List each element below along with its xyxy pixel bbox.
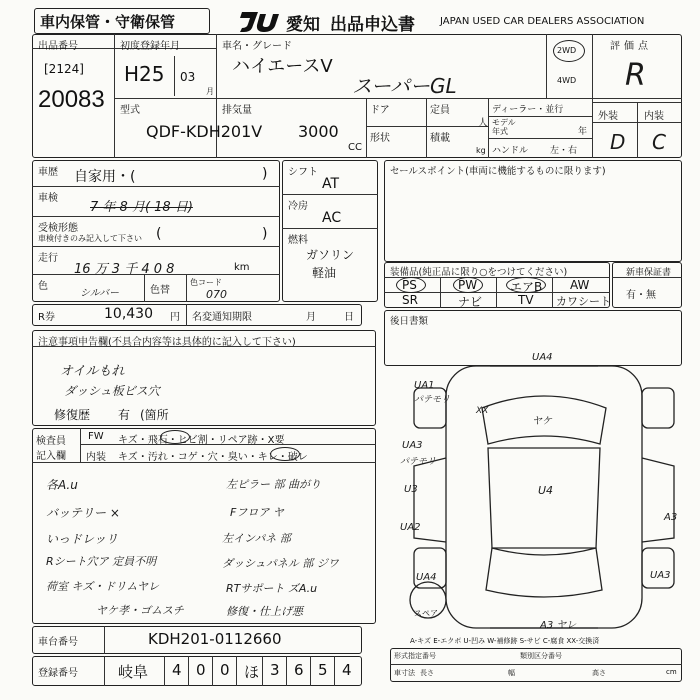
inspection-value: 7 年 8 月( 18 日) xyxy=(90,200,193,215)
mileage-unit: km xyxy=(234,262,250,273)
diagram-mark-putty2: パテモリ xyxy=(400,457,437,467)
fuel-value: ガソリン xyxy=(306,248,355,262)
acceptance-note: 車検付きのみ記入して下さい xyxy=(38,234,142,243)
inspector-note-5: 荷室 キズ・ドリムヤレ xyxy=(46,580,159,593)
plate-label: 登録番号 xyxy=(38,668,78,679)
ac-value: AC xyxy=(322,210,342,226)
org-english: JAPAN USED CAR DEALERS ASSOCIATION xyxy=(440,16,645,27)
plate-kana: ほ xyxy=(244,663,260,681)
warranty-label: 新車保証書 xyxy=(626,268,672,278)
acceptance-label: 受検形態 xyxy=(38,223,78,234)
equip-tv: TV xyxy=(518,293,534,307)
capacity-label: 定員 xyxy=(430,105,450,116)
exterior-label: 外装 xyxy=(598,111,618,122)
r-ticket-amount: 10,430 xyxy=(104,306,153,322)
equip-navi: ナビ xyxy=(458,295,483,309)
model-label: 型式 xyxy=(120,105,140,116)
inspection-label: 車検 xyxy=(38,193,58,204)
inspector-note-10: ダッシュパネル 部 ジワ xyxy=(222,557,339,570)
lot-number: 20083 xyxy=(38,86,105,113)
diagram-mark-burn: ヤケ xyxy=(532,416,552,427)
plate-region: 岐阜 xyxy=(118,663,149,681)
registration-month: 03 xyxy=(180,70,196,84)
registration-year: H25 xyxy=(124,62,165,86)
dealer-label: ディーラー・並行 xyxy=(492,105,564,115)
diagram-spare: スペア xyxy=(414,609,438,618)
notes-line1: オイルもれ xyxy=(60,364,125,379)
handle-value: 左・右 xyxy=(550,146,578,156)
equipment-label: 装備品(純正品に限り○をつけてください) xyxy=(390,267,568,278)
diagram-mark-ua3-rear: UA3 xyxy=(650,570,671,581)
mileage-label: 走行 xyxy=(38,253,58,264)
plate-class-3: 0 xyxy=(220,661,230,679)
shift-value: AT xyxy=(322,176,340,192)
load-label: 積載 xyxy=(430,133,450,144)
width-label: 幅 xyxy=(508,669,515,677)
registration-label: 初度登録年月 xyxy=(120,41,180,52)
inspector-note-7: 左ピラー 部 曲がり xyxy=(226,478,321,491)
history-label: 車歴 xyxy=(38,167,58,178)
name-change-month: 月 xyxy=(306,312,316,323)
lot-sub-number: [2124] xyxy=(44,62,84,76)
chassis-number: KDH201-0112660 xyxy=(148,630,282,648)
diagram-mark-a3: A3 xyxy=(664,512,678,523)
diagram-mark-putty1: パテモリ xyxy=(414,395,451,405)
drive-2wd: 2WD xyxy=(557,46,577,55)
car-grade: スーパーGL xyxy=(352,74,457,98)
plate-num-3: 5 xyxy=(318,661,328,679)
post-documents-label: 後日書類 xyxy=(390,316,429,327)
int-circle xyxy=(270,447,300,461)
model-year-label: モデル年式 xyxy=(492,118,516,136)
length-label: 長さ xyxy=(420,669,434,677)
plate-class-1: 4 xyxy=(172,661,182,679)
dimension-unit: cm xyxy=(666,668,677,676)
r-ticket-label: R券 xyxy=(38,312,55,323)
name-change-label: 名変通知期限 xyxy=(192,312,252,323)
notes-label: 注意事項申告欄(不具合内容等は具体的に記入して下さい) xyxy=(38,337,296,348)
fuel-label: 燃料 xyxy=(288,235,308,246)
diagram-mark-ua4-rear: UA4 xyxy=(416,572,437,583)
fuel-alt: 軽油 xyxy=(312,266,337,280)
class-number-label: 類別区分番号 xyxy=(520,652,562,660)
color-code-label: 色コード xyxy=(190,278,222,287)
equip-airbag: エアB xyxy=(510,280,543,294)
repair-label: 修復歴 xyxy=(54,408,91,422)
pw-circle xyxy=(453,277,483,293)
equip-leather: カワシート xyxy=(556,295,611,308)
inspector-note-12: 修復・仕上げ悪 xyxy=(226,605,303,618)
r-ticket-unit: 円 xyxy=(170,312,180,323)
interior-label: 内装 xyxy=(644,111,664,122)
notes-line2: ダッシュ板ビス穴 xyxy=(64,384,160,398)
diagram-mark-u4: U4 xyxy=(538,484,554,497)
size-label: 車寸法 xyxy=(394,669,415,677)
registration-month-unit: 月 xyxy=(206,87,214,96)
exterior-grade: D xyxy=(610,130,626,154)
lot-label: 出品番号 xyxy=(38,41,78,52)
plate-num-2: 6 xyxy=(294,661,304,679)
car-name: ハイエースV xyxy=(232,56,333,77)
height-label: 高さ xyxy=(592,669,606,677)
load-unit: kg xyxy=(476,146,486,155)
history-value: 自家用・( xyxy=(74,169,136,185)
repair-value: 有 xyxy=(118,408,131,422)
drive-4wd: 4WD xyxy=(557,76,577,85)
diagram-mark-ua1: UA1 xyxy=(414,380,435,391)
sales-point-label: セールスポイント(車両に機能するものに限ります) xyxy=(390,166,606,177)
fw-items: キズ・飛石・ヒビ割・リペア跡・X要 xyxy=(118,435,285,446)
acceptance-close: ) xyxy=(262,226,268,242)
plate-class-2: 0 xyxy=(196,661,206,679)
color-label: 色 xyxy=(38,281,48,292)
chassis-label: 車台番号 xyxy=(38,637,78,648)
equip-aw: AW xyxy=(570,278,590,292)
inspector-label1: 検査員 xyxy=(36,436,66,447)
equip-sr: SR xyxy=(402,293,418,307)
storage-label: 車内保管・守衛保管 xyxy=(40,13,176,31)
model-value: QDF-KDH201V xyxy=(146,122,263,141)
org-name: 愛知 xyxy=(286,15,320,35)
inspector-note-9: 左インパネ 部 xyxy=(222,532,291,545)
diagram-mark-ua3: UA3 xyxy=(402,440,423,451)
inspector-label2: 記入欄 xyxy=(36,451,66,462)
name-change-day: 日 xyxy=(344,312,354,323)
diagram-mark-xx: XX xyxy=(476,406,489,416)
diagram-legend: A-キズ E-エクボ U-凹み W-補修跡 S-サビ C-腐食 XX-交換済 xyxy=(410,637,600,645)
history-close: ) xyxy=(262,166,268,182)
warranty-value: 有・無 xyxy=(626,290,656,301)
form-title: 出品申込書 xyxy=(330,15,415,35)
car-name-label: 車名・グレード xyxy=(222,41,292,52)
acceptance-open: ( xyxy=(156,226,162,242)
displacement-unit: CC xyxy=(348,142,362,153)
shape-number-label: 形式指定番号 xyxy=(394,652,436,660)
equip-pw: PW xyxy=(458,278,478,292)
inspector-note-11: RTサポート ズA.u xyxy=(226,582,318,595)
interior-grade: C xyxy=(652,130,666,154)
inspector-note-6: ヤケ孝・ゴムスチ xyxy=(96,604,184,617)
ps-circle xyxy=(396,277,426,293)
rating-label: 評価点 xyxy=(610,41,652,52)
interior-items: キズ・汚れ・コゲ・穴・臭い・キレ・破レ xyxy=(118,452,308,463)
inspector-note-8: Fフロア ヤ xyxy=(230,506,284,519)
mileage-value: 16 万 3 千 4 0 8 xyxy=(74,262,175,277)
ju-logo xyxy=(238,8,284,34)
color-change-label: 色替 xyxy=(150,285,170,296)
repair-place: (箇所 xyxy=(140,408,169,422)
fw-label: FW xyxy=(88,431,104,442)
inspector-note-4: Rシート穴ア 定員不明 xyxy=(46,555,157,568)
airbag-circle xyxy=(506,277,546,293)
capacity-unit: 人 xyxy=(478,118,488,129)
shift-label: シフト xyxy=(288,167,318,178)
displacement-value: 3000 xyxy=(298,122,339,141)
handle-label: ハンドル xyxy=(492,146,529,156)
fw-circle xyxy=(160,430,190,444)
diagram-mark-ua2: UA2 xyxy=(400,522,421,533)
inspector-note-2: バッテリー × xyxy=(46,506,120,520)
interior-items-label: 内装 xyxy=(86,452,106,463)
diagram-mark-u3: U3 xyxy=(404,484,418,495)
door-label: ドア xyxy=(370,105,390,116)
diagram-mark-ua4-top: UA4 xyxy=(532,352,553,363)
rating-score: R xyxy=(625,58,646,93)
shape-label: 形状 xyxy=(370,133,390,144)
displacement-label: 排気量 xyxy=(222,105,252,116)
diagram-mark-a3-worn: A3 ヤレ xyxy=(540,620,577,631)
equip-ps: PS xyxy=(402,278,417,292)
color-value: シルバー xyxy=(80,288,120,299)
ac-label: 冷房 xyxy=(288,201,308,212)
plate-num-4: 4 xyxy=(342,661,352,679)
color-code: 070 xyxy=(206,288,227,301)
inspector-note-3: いっドレッリ xyxy=(46,532,118,546)
plate-num-1: 3 xyxy=(270,661,280,679)
inspector-note-1: 各A.u xyxy=(46,478,78,492)
model-year-unit: 年 xyxy=(578,127,588,137)
